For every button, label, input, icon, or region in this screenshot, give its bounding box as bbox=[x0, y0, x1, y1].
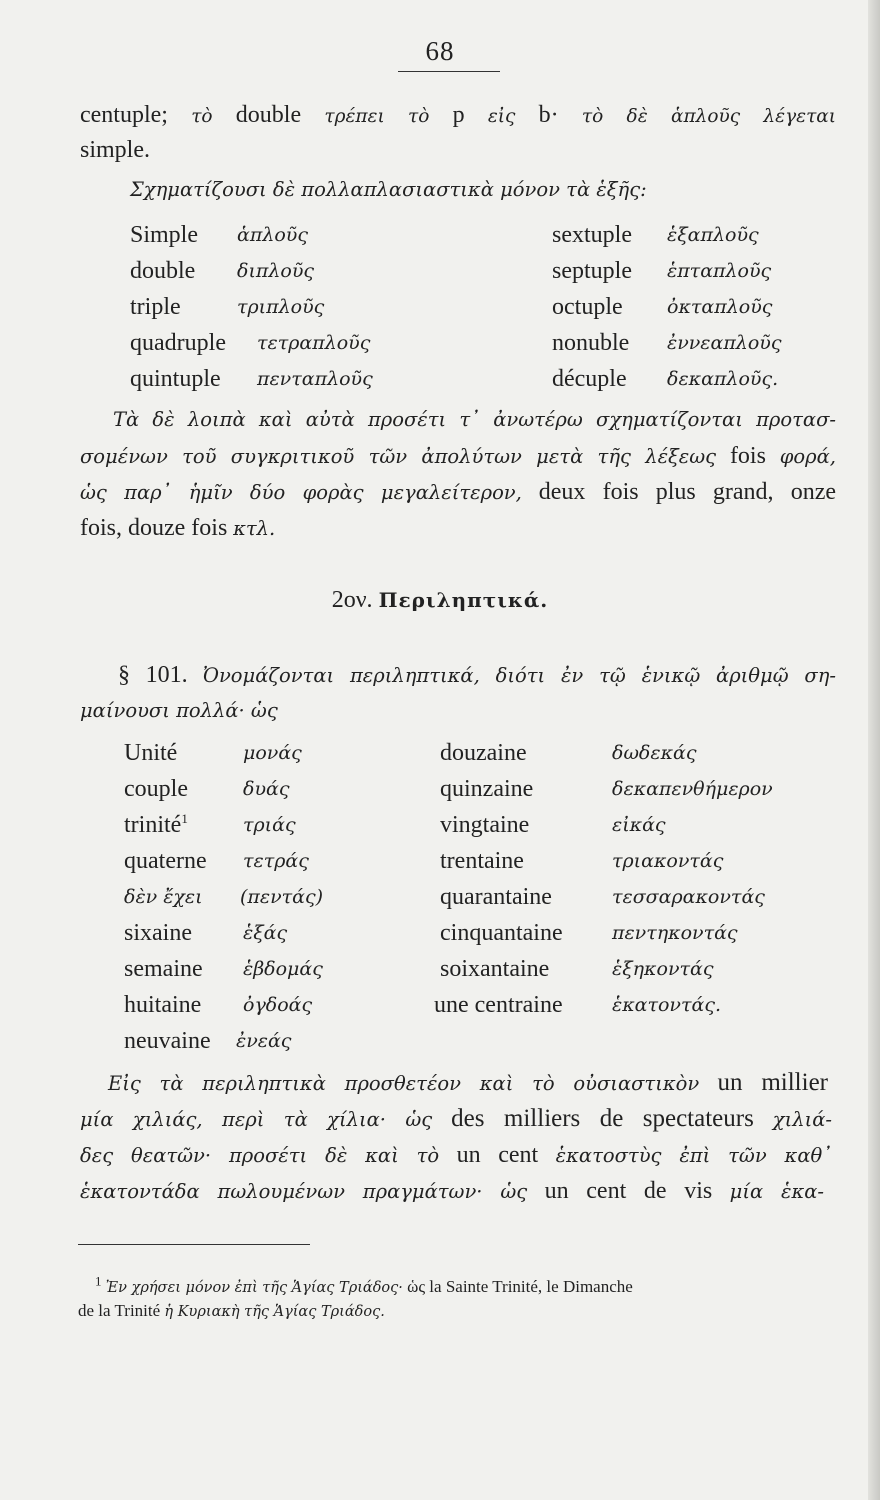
para1-line-3 bbox=[80, 477, 836, 508]
intro-word: b· bbox=[538, 102, 559, 128]
coll-gr: ὀγδοάς bbox=[243, 994, 313, 1016]
coll-gr2: τεσσαρακοντάς bbox=[612, 886, 765, 908]
footnote-line-2 bbox=[78, 1300, 385, 1323]
section-number: 2ον. bbox=[331, 587, 373, 613]
para3-greek: χιλιά- bbox=[772, 1108, 833, 1131]
para3-line-3 bbox=[80, 1140, 832, 1171]
para3-greek: ἑκατοντάδα πωλουμένων πραγμάτων· ὡς bbox=[80, 1180, 528, 1203]
coll-fr-text: trinité bbox=[124, 812, 182, 838]
footnote-rule bbox=[78, 1244, 310, 1245]
para1-latin: fois bbox=[729, 443, 766, 469]
mult-gr: τετραπλοῦς bbox=[257, 332, 371, 354]
mult-gr: διπλοῦς bbox=[237, 260, 315, 282]
coll-fr: sixaine bbox=[124, 920, 192, 946]
footnote-greek: ἡ Κυριακὴ τῆς Ἁγίας Τριάδος. bbox=[164, 1304, 385, 1320]
section-title: Περιληπτικά. bbox=[378, 588, 549, 612]
coll-gr2: δωδεκάς bbox=[612, 742, 697, 764]
mult-fr: quintuple bbox=[130, 366, 221, 392]
coll-gr: ἐνεάς bbox=[236, 1030, 292, 1052]
coll-fr: quaterne bbox=[124, 848, 207, 874]
mult-fr2: septuple bbox=[552, 258, 632, 284]
coll-fr2: quinzaine bbox=[440, 776, 534, 802]
coll-gr2: τριακοντάς bbox=[612, 850, 724, 872]
coll-gr2: πεντηκοντάς bbox=[612, 922, 738, 944]
mult-fr2: nonuble bbox=[552, 330, 630, 356]
coll-fr2: soixantaine bbox=[440, 956, 550, 982]
para3-greek: δες θεατῶν· προσέτι δὲ καὶ τὸ bbox=[80, 1144, 440, 1167]
para1-text: Τὰ δὲ λοιπὰ καὶ αὐτὰ προσέτι τ᾽ ἀνωτέρω σχηματίζονται προτασ- bbox=[113, 408, 836, 431]
section-heading bbox=[0, 585, 880, 615]
coll-gr2: ἑξηκοντάς bbox=[612, 958, 714, 980]
mult-fr2: décuple bbox=[552, 366, 627, 392]
coll-gr2: ἑκατοντάς. bbox=[612, 994, 722, 1016]
footnote-latin: de la Trinité bbox=[78, 1301, 161, 1320]
para1-greek: φορά, bbox=[779, 445, 837, 468]
intro-word: centuple; bbox=[80, 102, 168, 128]
coll-fr: semaine bbox=[124, 956, 203, 982]
mult-gr2: δεκαπλοῦς. bbox=[667, 368, 779, 390]
footnote-greek: Ἐν χρήσει μόνον ἐπὶ τῆς Ἁγίας Τριάδος· bbox=[105, 1280, 403, 1296]
intro-line-2: simple. bbox=[80, 137, 150, 163]
coll-fr: huitaine bbox=[124, 992, 202, 1018]
para2-mark: § 101. bbox=[118, 662, 188, 688]
coll-fr2: une centraine bbox=[434, 992, 563, 1018]
intro-line-1 bbox=[80, 100, 836, 132]
coll-fr: couple bbox=[124, 776, 188, 802]
footnote-mark: 1 bbox=[95, 1273, 102, 1289]
mult-gr2: ὀκταπλοῦς bbox=[667, 296, 773, 318]
mult-fr: triple bbox=[130, 294, 181, 320]
para3-greek: ἑκατοστὺς ἐπὶ τῶν καθ᾽ bbox=[555, 1144, 832, 1167]
intro-greek: τὸ bbox=[191, 106, 213, 127]
para1-line-4 bbox=[80, 513, 275, 544]
para1-greek: σομένων τοῦ συγκριτικοῦ τῶν ἀπολύτων μετὰ τῆς λέξεως bbox=[80, 445, 717, 468]
coll-gr: μονάς bbox=[243, 742, 302, 764]
coll-gr2: εἰκάς bbox=[612, 814, 666, 836]
page-edge-shadow bbox=[868, 0, 880, 1500]
coll-gr: ἑξάς bbox=[243, 922, 288, 944]
coll-fr2: quarantaine bbox=[440, 884, 552, 910]
para1-greek: ὡς παρ᾽ ἡμῖν δύο φορὰς μεγαλείτερον, bbox=[80, 481, 522, 504]
para1-latin: deux fois plus grand, onze bbox=[538, 479, 837, 505]
coll-gr: τετράς bbox=[243, 850, 309, 872]
mult-fr: double bbox=[130, 258, 196, 284]
coll-gr: δυάς bbox=[243, 778, 290, 800]
coll-fr2: trentaine bbox=[440, 848, 524, 874]
coll-fr: Unité bbox=[124, 740, 178, 766]
para3-greek: Εἰς τὰ περιληπτικὰ προσθετέον καὶ τὸ οὐσιαστικὸν bbox=[108, 1072, 700, 1095]
intro-word: p bbox=[452, 102, 465, 128]
coll-fr: δὲν ἔχει bbox=[124, 886, 203, 908]
mult-fr: quadruple bbox=[130, 330, 226, 356]
mult-gr2: ἑπταπλοῦς bbox=[667, 260, 772, 282]
para1-latin: fois, douze fois bbox=[80, 515, 228, 541]
coll-fr bbox=[124, 810, 188, 840]
mult-gr: πενταπλοῦς bbox=[257, 368, 373, 390]
page-number: 68 bbox=[425, 36, 455, 66]
intro-greek: τὸ δὲ ἁπλοῦς λέγεται bbox=[581, 106, 837, 127]
mult-gr2: ἑξαπλοῦς bbox=[667, 224, 759, 246]
header-rule bbox=[398, 71, 500, 72]
para2-line-1 bbox=[118, 660, 836, 691]
mult-fr2: sextuple bbox=[552, 222, 632, 248]
footnote-line-1 bbox=[95, 1273, 633, 1299]
coll-gr: ἑβδομάς bbox=[243, 958, 323, 980]
para3-latin: un millier bbox=[717, 1069, 828, 1096]
footnote-ref: 1 bbox=[181, 811, 188, 826]
mult-fr2: octuple bbox=[552, 294, 623, 320]
para3-latin: des milliers de spectateurs bbox=[451, 1105, 754, 1132]
coll-gr2: δεκαπενθήμερον bbox=[612, 778, 773, 800]
coll-fr: neuvaine bbox=[124, 1028, 211, 1054]
para3-line-4 bbox=[80, 1176, 824, 1207]
intro-greek: εἰς bbox=[487, 106, 516, 127]
para3-greek: μία χιλιάς, περὶ τὰ χίλια· ὡς bbox=[80, 1108, 433, 1131]
coll-fr2: cinquantaine bbox=[440, 920, 563, 946]
intro-line-3: Σχηματίζουσι δὲ πολλαπλασιαστικὰ μόνον τὰ ἑξῆς: bbox=[130, 178, 647, 201]
para1-line-1 bbox=[113, 405, 836, 435]
para1-line-2 bbox=[80, 441, 836, 472]
para3-greek: μία ἑκα- bbox=[729, 1180, 825, 1203]
intro-word: double bbox=[235, 102, 302, 128]
para3-latin: un cent de vis bbox=[544, 1178, 713, 1204]
mult-gr: ἁπλοῦς bbox=[237, 224, 308, 246]
mult-gr2: ἐννεαπλοῦς bbox=[667, 332, 782, 354]
coll-fr2: douzaine bbox=[440, 740, 527, 766]
coll-fr2: vingtaine bbox=[440, 812, 530, 838]
para3-latin: un cent bbox=[456, 1142, 539, 1168]
mult-gr: τριπλοῦς bbox=[237, 296, 325, 318]
coll-gr: (πεντάς) bbox=[240, 886, 324, 908]
para1-greek: κτλ. bbox=[233, 517, 276, 540]
para3-line-2 bbox=[80, 1104, 832, 1135]
para3-line-1 bbox=[108, 1068, 828, 1099]
para2-line-2: μαίνουσι πολλά· ὡς bbox=[80, 699, 278, 722]
intro-greek: τρέπει τὸ bbox=[324, 106, 430, 127]
footnote-latin: ὡς la Sainte Trinité, le Dimanche bbox=[407, 1277, 633, 1296]
coll-gr: τριάς bbox=[243, 814, 296, 836]
mult-fr: Simple bbox=[130, 222, 199, 248]
para2-text: Ὀνομάζονται περιληπτικά, διότι ἐν τῷ ἑνικῷ ἀριθμῷ ση- bbox=[202, 664, 837, 687]
